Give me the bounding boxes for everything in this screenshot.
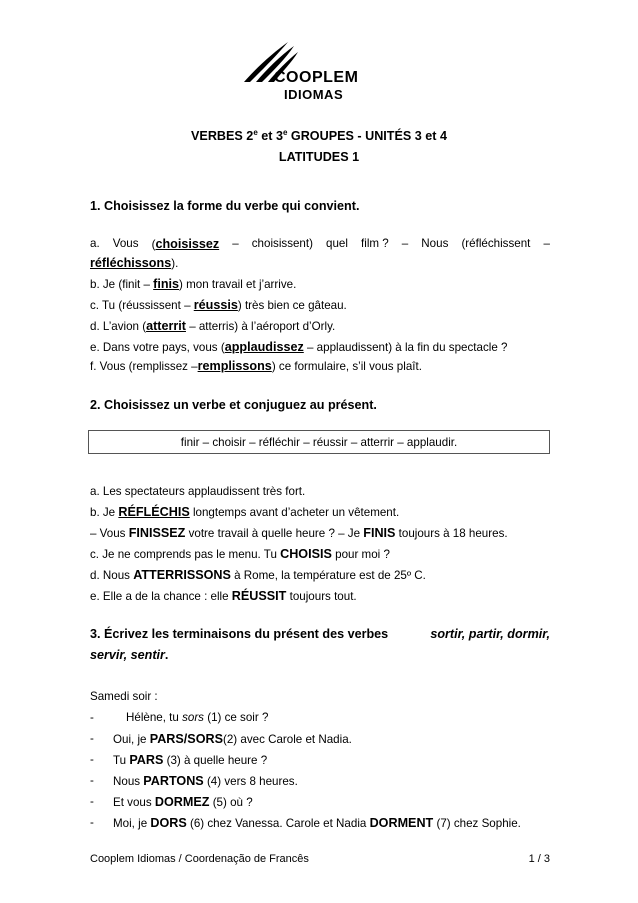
section-3-heading: 3. Écrivez les terminaisons du présent des verbes sortir, partir, dormir, [90, 627, 550, 641]
s3-line-5: Et vous DORMEZ (5) où ? [113, 795, 253, 809]
section-1-heading: 1. Choisissez la forme du verbe qui convient. [90, 199, 360, 213]
section-3-heading-cont: servir, sentir. [90, 648, 169, 662]
s2-item-c: c. Je ne comprends pas le menu. Tu CHOISIS pour moi ? [90, 547, 390, 561]
s3-dash-1: - [90, 711, 94, 724]
verb-box: finir – choisir – réfléchir – réussir – atterrir – applaudir. [88, 430, 550, 454]
s3-line-1: Hélène, tu sors (1) ce soir ? [126, 711, 269, 724]
cooplem-logo [236, 38, 366, 104]
page-subtitle: LATITUDES 1 [278, 150, 360, 164]
s3-intro: Samedi soir : [90, 690, 158, 703]
s1-item-a-cont: réfléchissons). [90, 256, 179, 270]
s2-item-d: d. Nous ATTERRISSONS à Rome, la température est de 25º C. [90, 568, 426, 582]
s2-item-e: e. Elle a de la chance : elle RÉUSSIT toujours tout. [90, 589, 357, 603]
footer-page-number: 1 / 3 [528, 853, 550, 865]
s2-item-b2: – Vous FINISSEZ votre travail à quelle heure ? – Je FINIS toujours à 18 heures. [90, 526, 508, 540]
logo-sub: IDIOMAS [284, 87, 344, 102]
s3-dash-6: - [90, 816, 94, 829]
s1-item-e: e. Dans votre pays, vous (applaudissez – applaudissent) à la fin du spectacle ? [90, 340, 508, 354]
s3-dash-3: - [90, 753, 94, 766]
s3-line-6: Moi, je DORS (6) chez Vanessa. Carole et Nadia DORMENT (7) chez Sophie. [113, 816, 521, 830]
s2-item-a: a. Les spectateurs applaudissent très fort. [90, 485, 306, 498]
section-2-heading: 2. Choisissez un verbe et conjuguez au présent. [90, 398, 377, 412]
s3-dash-4: - [90, 774, 94, 787]
logo-brand: COOPLEM [274, 69, 359, 86]
s3-dash-2: - [90, 732, 94, 745]
footer-left: Cooplem Idiomas / Coordenação de Francês [90, 853, 309, 865]
s3-line-4: Nous PARTONS (4) vers 8 heures. [113, 774, 298, 788]
s3-line-2: Oui, je PARS/SORS(2) avec Carole et Nadia. [113, 732, 352, 746]
s1-item-f: f. Vous (remplissez –remplissons) ce formulaire, s’il vous plaît. [90, 359, 422, 373]
page-title: VERBES 2e et 3e GROUPES - UNITÉS 3 et 4 [191, 128, 447, 144]
s3-dash-5: - [90, 795, 94, 808]
s2-item-b: b. Je RÉFLÉCHIS longtemps avant d’acheter un vêtement. [90, 505, 400, 519]
s1-item-c: c. Tu (réussissent – réussis) très bien ce gâteau. [90, 298, 347, 312]
s1-item-a: a. Vous (choisissez – choisissent) quel film ? – Nous (réfléchissent – [90, 237, 550, 251]
s1-item-b: b. Je (finit – finis) mon travail et j’arrive. [90, 277, 297, 291]
s3-line-3: Tu PARS (3) à quelle heure ? [113, 753, 268, 767]
s1-item-d: d. L’avion (atterrit – atterris) à l’aéroport d’Orly. [90, 319, 336, 333]
